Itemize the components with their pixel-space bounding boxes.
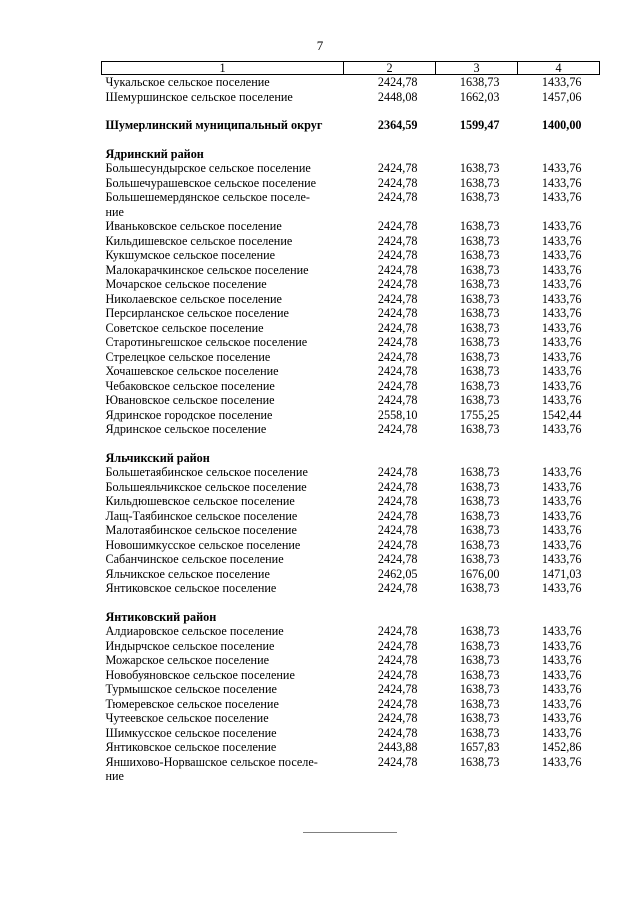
spacer-row	[102, 104, 600, 118]
value-col2: 2424,78	[377, 537, 418, 552]
value-col2: 2424,78	[377, 248, 418, 262]
value-col3: 1638,73	[459, 465, 500, 479]
value-col2: 2448,08	[377, 89, 418, 104]
value-col2: 2462,05	[377, 566, 418, 581]
value-col4: 1433,76	[541, 725, 582, 740]
value-col4: 1433,76	[541, 696, 582, 711]
value-col4: 1433,76	[541, 277, 582, 291]
value-col2: 2424,78	[377, 175, 418, 190]
table-row	[102, 292, 600, 307]
value-col3: 1657,83	[459, 740, 500, 754]
value-col4: 1433,76	[541, 754, 582, 769]
table-row	[102, 697, 600, 712]
settlement-name: Старотиньгешское сельское поселение	[105, 335, 308, 349]
value-col3: 1638,73	[459, 262, 500, 277]
section-heading-row	[102, 451, 600, 466]
value-col4: 1433,76	[541, 422, 582, 436]
settlement-name: Сабанчинское сельское поселение	[105, 552, 284, 566]
settlement-name: Кильдишевское сельское поселение	[105, 233, 293, 248]
value-col3: 1638,73	[459, 696, 500, 711]
column-header: 1	[102, 62, 344, 75]
value-col4: 1433,76	[541, 262, 582, 277]
value-col4: 1433,76	[541, 190, 582, 204]
settlement-name: Кильдюшевское сельское поселение	[105, 494, 295, 508]
value-col2: 2424,78	[377, 667, 418, 682]
value-col3: 1638,73	[459, 754, 500, 769]
spacer-row	[102, 133, 600, 147]
value-col2: 2424,78	[377, 306, 418, 320]
value-col3: 1638,73	[459, 581, 500, 595]
settlement-name: Ядринское городское поселение	[105, 407, 273, 422]
settlement-name: Янтиковское сельское поселение	[105, 740, 277, 754]
value-col3: 1638,73	[459, 335, 500, 349]
value-col2: 2424,78	[377, 581, 418, 595]
value-col4: 1433,76	[541, 364, 582, 378]
value-col3: 1638,73	[459, 667, 500, 682]
table-body	[102, 75, 600, 784]
table-row	[102, 364, 600, 379]
section-heading-row	[102, 147, 600, 162]
settlement-name: Николаевское сельское поселение	[105, 291, 282, 306]
settlement-name: Мочарское сельское поселение	[105, 277, 267, 291]
settlement-name: Индырчское сельское поселение	[105, 638, 275, 653]
table-row	[102, 624, 600, 639]
value-col2: 2424,78	[377, 364, 418, 378]
spacer-row	[102, 596, 600, 610]
settlement-name: Лащ-Таябинское сельское поселение	[105, 508, 298, 523]
value-col3: 1599,47	[459, 118, 500, 132]
value-col2: 2424,78	[377, 682, 418, 696]
section-heading-row	[102, 610, 600, 625]
value-col3: 1638,73	[459, 320, 500, 335]
value-col2: 2424,78	[377, 552, 418, 566]
value-col2: 2424,78	[377, 523, 418, 537]
value-col3: 1638,73	[459, 161, 500, 175]
settlement-name: Стрелецкое сельское поселение	[105, 349, 271, 364]
value-col3: 1638,73	[459, 537, 500, 552]
settlement-name: Шемуршинское сельское поселение	[105, 89, 293, 104]
column-header: 4	[518, 62, 600, 75]
value-col4: 1471,03	[541, 566, 582, 581]
value-col4: 1433,76	[541, 320, 582, 335]
value-col4: 1433,76	[541, 508, 582, 523]
value-col2: 2424,78	[377, 75, 418, 89]
value-col3: 1638,73	[459, 175, 500, 190]
value-col2: 2424,78	[377, 233, 418, 248]
value-col4: 1542,44	[541, 407, 582, 422]
value-col2: 2424,78	[377, 219, 418, 233]
settlement-name: Кукшумское сельское поселение	[105, 248, 276, 262]
value-col3: 1638,73	[459, 75, 500, 89]
value-col4: 1433,76	[541, 711, 582, 725]
value-col2: 2424,78	[377, 638, 418, 653]
value-col4: 1433,76	[541, 233, 582, 248]
settlement-name: Новобуяновское сельское поселение	[105, 667, 295, 682]
table-row	[102, 523, 600, 538]
table-row	[102, 465, 600, 480]
value-col3: 1638,73	[459, 653, 500, 667]
value-col4: 1433,76	[541, 175, 582, 190]
value-col4: 1433,76	[541, 624, 582, 638]
value-col3: 1638,73	[459, 190, 500, 204]
table-row	[102, 75, 600, 90]
table-row	[102, 726, 600, 741]
value-col2: 2424,78	[377, 320, 418, 335]
column-header: 3	[436, 62, 518, 75]
table-row	[102, 190, 600, 219]
value-col3: 1755,25	[459, 407, 500, 422]
value-col3: 1638,73	[459, 248, 500, 262]
value-col4: 1433,76	[541, 667, 582, 682]
value-col2: 2424,78	[377, 291, 418, 306]
table-row	[102, 480, 600, 495]
value-col4: 1433,76	[541, 248, 582, 262]
value-col3: 1638,73	[459, 725, 500, 740]
table-row	[102, 393, 600, 408]
table-row	[102, 422, 600, 437]
value-col4: 1433,76	[541, 378, 582, 393]
settlement-name: Ювановское сельское поселение	[105, 393, 275, 407]
spacer-row	[102, 437, 600, 451]
section-heading: Ядринский район	[105, 146, 204, 161]
value-col2: 2424,78	[377, 422, 418, 436]
table-header	[102, 62, 600, 75]
settlement-name: Можарское сельское поселение	[105, 653, 270, 667]
table-row	[102, 248, 600, 263]
settlement-name: Алдиаровское сельское поселение	[105, 624, 284, 638]
value-col4: 1433,76	[541, 523, 582, 537]
value-col3: 1638,73	[459, 219, 500, 233]
value-col4: 1433,76	[541, 219, 582, 233]
value-col2: 2424,78	[377, 277, 418, 291]
value-col3: 1638,73	[459, 277, 500, 291]
column-header: 2	[344, 62, 436, 75]
value-col4: 1433,76	[541, 653, 582, 667]
value-col4: 1433,76	[541, 537, 582, 552]
table-row	[102, 118, 600, 133]
value-col3: 1638,73	[459, 624, 500, 638]
table-row	[102, 263, 600, 278]
value-col2: 2558,10	[377, 407, 418, 422]
settlement-name: Шимкусское сельское поселение	[105, 725, 277, 740]
value-col2: 2424,78	[377, 190, 418, 204]
table-row	[102, 711, 600, 726]
value-col2: 2424,78	[377, 393, 418, 407]
value-col2: 2424,78	[377, 494, 418, 508]
value-col2: 2424,78	[377, 262, 418, 277]
settlement-name: Персирланское сельское поселение	[105, 306, 289, 320]
settlement-name: Малокарачкинское сельское поселение	[105, 262, 309, 277]
value-col2: 2424,78	[377, 378, 418, 393]
value-col4: 1433,76	[541, 638, 582, 653]
value-col4: 1433,76	[541, 552, 582, 566]
value-col4: 1433,76	[541, 465, 582, 479]
value-col3: 1638,73	[459, 422, 500, 436]
settlement-name: Большетаябинское сельское поселение	[105, 465, 308, 479]
table-row	[102, 581, 600, 596]
value-col2: 2364,59	[377, 118, 418, 132]
settlement-name: Чебаковское сельское поселение	[105, 378, 275, 393]
value-col2: 2443,88	[377, 740, 418, 754]
value-col4: 1433,76	[541, 161, 582, 175]
settlement-name: Хочашевское сельское поселение	[105, 364, 279, 378]
settlement-name: Большешемердянское сельское поселе- ние	[105, 190, 310, 219]
value-col4: 1433,76	[541, 682, 582, 696]
table-row	[102, 682, 600, 697]
value-col3: 1638,73	[459, 711, 500, 725]
value-col3: 1638,73	[459, 233, 500, 248]
table-row	[102, 176, 600, 191]
table-row	[102, 494, 600, 509]
value-col4: 1433,76	[541, 494, 582, 508]
value-col2: 2424,78	[377, 479, 418, 494]
value-col2: 2424,78	[377, 711, 418, 725]
value-col4: 1433,76	[541, 581, 582, 595]
value-col4: 1433,76	[541, 349, 582, 364]
settlement-name: Большесундырское сельское поселение	[105, 161, 311, 175]
settlement-name: Большеяльчикское сельское поселение	[105, 479, 307, 494]
table-row	[102, 234, 600, 249]
settlement-name: Малотаябинское сельское поселение	[105, 523, 297, 537]
value-col2: 2424,78	[377, 349, 418, 364]
value-col4: 1400,00	[541, 118, 582, 132]
value-col3: 1638,73	[459, 306, 500, 320]
table-row	[102, 306, 600, 321]
value-col2: 2424,78	[377, 465, 418, 479]
value-col2: 2424,78	[377, 335, 418, 349]
table-row	[102, 350, 600, 365]
settlement-name: Тюмеревское сельское поселение	[105, 696, 279, 711]
table-row	[102, 668, 600, 683]
table-row	[102, 740, 600, 755]
value-col2: 2424,78	[377, 725, 418, 740]
table-row	[102, 161, 600, 176]
value-col2: 2424,78	[377, 624, 418, 638]
table-row	[102, 277, 600, 292]
value-col4: 1433,76	[541, 75, 582, 89]
settlement-name: Чукальское сельское поселение	[105, 75, 270, 89]
settlement-name: Шумерлинский муниципальный округ	[105, 118, 323, 132]
value-col3: 1638,73	[459, 479, 500, 494]
page-number: 7	[316, 38, 324, 53]
value-col4: 1433,76	[541, 479, 582, 494]
table-row	[102, 639, 600, 654]
tariff-table	[101, 61, 600, 784]
value-col3: 1638,73	[459, 494, 500, 508]
section-heading: Янтиковский район	[105, 609, 217, 624]
table-row	[102, 335, 600, 350]
value-col3: 1676,00	[459, 566, 500, 581]
settlement-name: Новошимкусское сельское поселение	[105, 537, 301, 552]
value-col3: 1638,73	[459, 291, 500, 306]
value-col4: 1452,86	[541, 740, 582, 754]
value-col3: 1638,73	[459, 523, 500, 537]
table-row	[102, 538, 600, 553]
value-col4: 1433,76	[541, 306, 582, 320]
value-col2: 2424,78	[377, 508, 418, 523]
table-row	[102, 321, 600, 336]
settlement-name: Турмышское сельское поселение	[105, 682, 277, 696]
table-row	[102, 755, 600, 784]
section-heading: Яльчикский район	[105, 450, 210, 465]
table-row	[102, 509, 600, 524]
value-col3: 1638,73	[459, 638, 500, 653]
table-row	[102, 552, 600, 567]
settlement-name: Янтиковское сельское поселение	[105, 581, 277, 595]
settlement-name: Советское сельское поселение	[105, 320, 264, 335]
value-col3: 1638,73	[459, 364, 500, 378]
settlement-name: Яншихово-Норвашское сельское поселе- ние	[105, 754, 318, 783]
settlement-name: Яльчикское сельское поселение	[105, 566, 270, 581]
value-col2: 2424,78	[377, 653, 418, 667]
value-col3: 1638,73	[459, 349, 500, 364]
value-col2: 2424,78	[377, 754, 418, 769]
table-row	[102, 379, 600, 394]
value-col4: 1457,06	[541, 89, 582, 104]
value-col3: 1638,73	[459, 378, 500, 393]
value-col4: 1433,76	[541, 393, 582, 407]
table-row	[102, 90, 600, 105]
settlement-name: Большечурашевское сельское поселение	[105, 175, 317, 190]
settlement-name: Иваньковское сельское поселение	[105, 219, 282, 233]
footer-separator	[303, 832, 397, 833]
table-row	[102, 219, 600, 234]
value-col3: 1662,03	[459, 89, 500, 104]
settlement-name: Ядринское сельское поселение	[105, 422, 267, 436]
value-col3: 1638,73	[459, 393, 500, 407]
table-row	[102, 408, 600, 423]
value-col3: 1638,73	[459, 552, 500, 566]
value-col2: 2424,78	[377, 696, 418, 711]
value-col3: 1638,73	[459, 682, 500, 696]
value-col3: 1638,73	[459, 508, 500, 523]
settlement-name: Чутеевское сельское поселение	[105, 711, 269, 725]
value-col2: 2424,78	[377, 161, 418, 175]
value-col4: 1433,76	[541, 291, 582, 306]
value-col4: 1433,76	[541, 335, 582, 349]
table-row	[102, 653, 600, 668]
table-row	[102, 567, 600, 582]
